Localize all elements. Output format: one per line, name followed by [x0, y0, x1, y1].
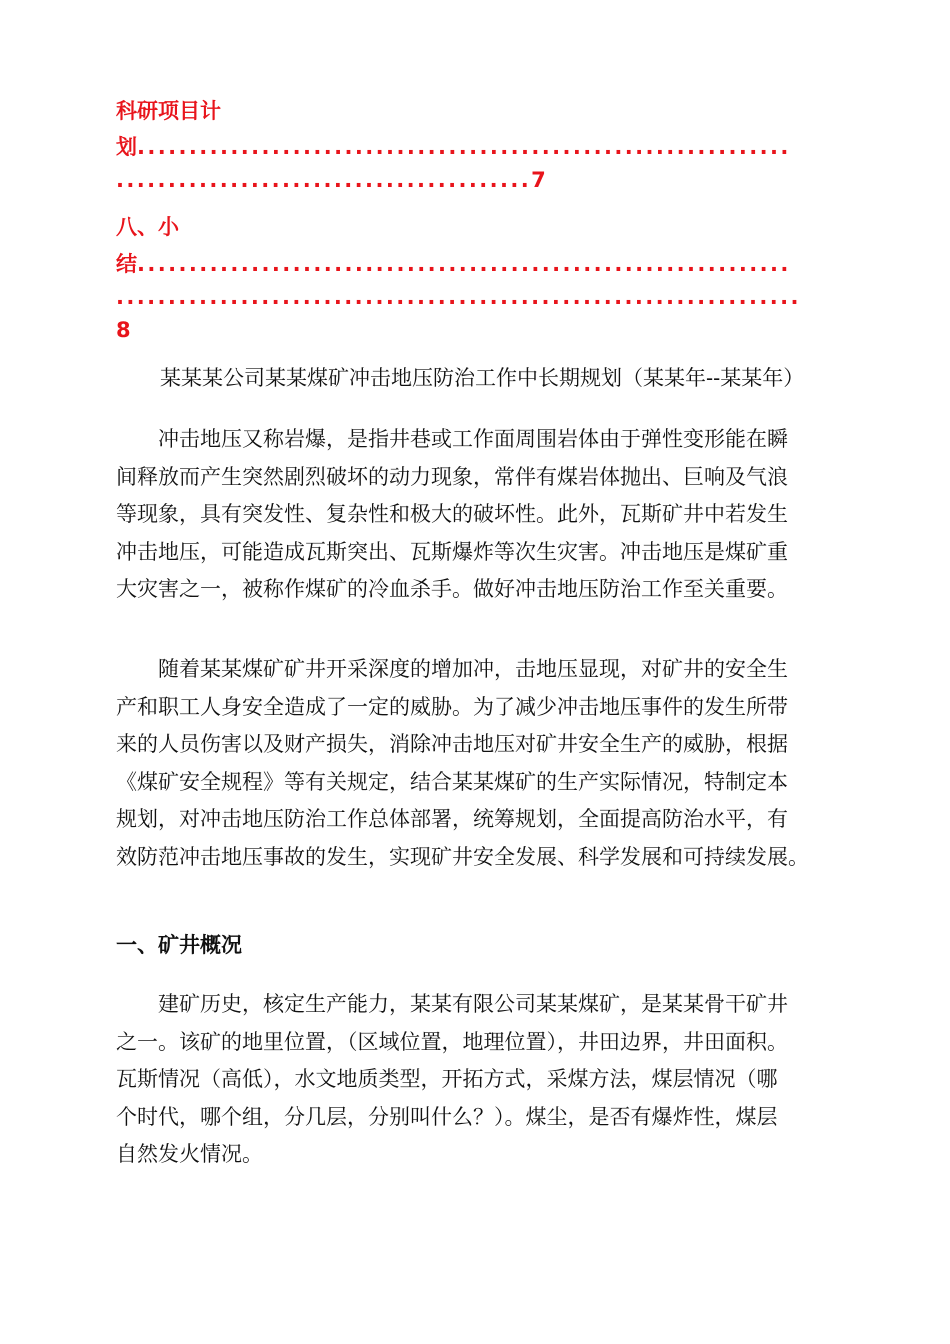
toc-item-title-cont: 结 [116, 252, 137, 276]
toc-item-page-number[interactable] [116, 316, 131, 344]
paragraph-line: 效防范冲击地压事故的发生，实现矿井安全发展、科学发展和可持续发展。 [116, 844, 809, 869]
paragraph-line: 建矿历史，核定生产能力，某某有限公司某某煤矿，是某某骨干矿井 [116, 992, 788, 1016]
paragraph-line: 冲击地压，可能造成瓦斯突出、瓦斯爆炸等次生灾害。冲击地压是煤矿重 [116, 539, 788, 564]
section-heading-text: 一、矿井概况 [116, 933, 242, 957]
toc-item-title[interactable] [116, 213, 179, 241]
toc-item-title[interactable] [116, 97, 221, 125]
paragraph-line: 《煤矿安全规程》等有关规定，结合某某煤矿的生产实际情况，特制定本 [116, 769, 788, 794]
toc-page-number: 8 [116, 318, 131, 342]
section-heading [116, 930, 242, 960]
paragraph-intro [116, 421, 836, 609]
toc-leader-dots: .................................................................. [116, 285, 801, 309]
paragraph-line: 规划，对冲击地压防治工作总体部署，统筹规划，全面提高防治水平，有 [116, 807, 788, 831]
paragraph-line: 产和职工人身安全造成了一定的威胁。为了减少冲击地压事件的发生所带 [116, 694, 788, 719]
paragraph-mine-overview [116, 986, 836, 1174]
document-title [160, 360, 880, 398]
document-title-text: 某某某公司某某煤矿冲击地压防治工作中长期规划（某某年--某某年） [160, 366, 805, 390]
paragraph-line: 自然发火情况。 [116, 1142, 263, 1166]
paragraph-line: 瓦斯情况（高低），水文地质类型，开拓方式，采煤方法，煤层情况（哪 [116, 1067, 778, 1091]
paragraph-background [116, 651, 836, 876]
paragraph-line: 之一。该矿的地里位置，（区域位置，地理位置），井田边界，井田面积。 [116, 1029, 788, 1054]
toc-leader-dots: ........................................7 [116, 168, 549, 192]
toc-item-leader-page[interactable] [116, 166, 548, 194]
toc-leader-dots: ............................................................... [137, 135, 791, 159]
toc-item-title-text: 科研项目计 [116, 99, 221, 123]
paragraph-line: 来的人员伤害以及财产损失，消除冲击地压对矿井安全生产的威胁，根据 [116, 732, 788, 756]
paragraph-line: 冲击地压又称岩爆，是指井巷或工作面周围岩体由于弹性变形能在瞬 [116, 427, 788, 451]
toc-item-leader[interactable] [116, 133, 791, 161]
toc-item-leader[interactable] [116, 283, 801, 311]
toc-leader-dots: ............................................................... [137, 252, 791, 276]
paragraph-line: 个时代，哪个组，分几层，分别叫什么？）。煤尘，是否有爆炸性，煤层 [116, 1104, 778, 1129]
paragraph-line: 大灾害之一，被称作煤矿的冷血杀手。做好冲击地压防治工作至关重要。 [116, 577, 788, 601]
toc-item-title-cont: 划 [116, 135, 137, 159]
paragraph-line: 间释放而产生突然剧烈破坏的动力现象，常伴有煤岩体抛出、巨响及气浪 [116, 464, 788, 489]
toc-item-title-text: 八、小 [116, 215, 179, 239]
paragraph-line: 随着某某煤矿矿井开采深度的增加冲，击地压显现，对矿井的安全生 [116, 657, 788, 681]
paragraph-line: 等现象，具有突发性、复杂性和极大的破坏性。此外，瓦斯矿井中若发生 [116, 502, 788, 526]
toc-item-leader[interactable] [116, 250, 791, 278]
